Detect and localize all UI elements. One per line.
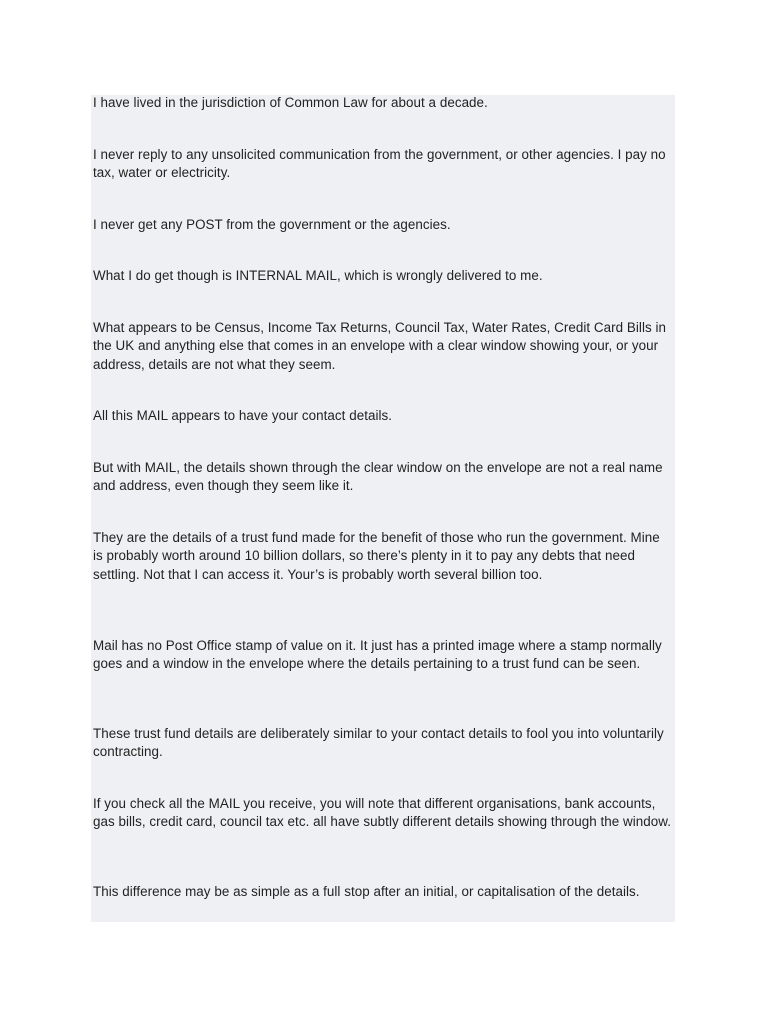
paragraph: I have lived in the jurisdiction of Common Law for about a decade. [93, 95, 488, 110]
paragraph: This difference may be as simple as a full stop after an initial, or capitalisation of the details. [93, 884, 640, 899]
paragraph: But with MAIL, the details shown through the clear window on the envelope are not a real name and address, even though they seem like it. [93, 460, 663, 494]
paragraph: What appears to be Census, Income Tax Returns, Council Tax, Water Rates, Credit Card Bills in the UK and anything else that comes in an envelope with a clear window showing your, or your address, details are not what they seem. [93, 320, 667, 372]
paragraph: All this MAIL appears to have your contact details. [93, 408, 393, 423]
paragraph: What I do get though is INTERNAL MAIL, which is wrongly delivered to me. [93, 268, 543, 283]
paragraph: If you check all the MAIL you receive, you will note that different organisations, bank accounts, gas bills, credit card, council tax etc. all have subtly different details showing through the window. [93, 796, 671, 830]
paragraph: I never reply to any unsolicited communication from the government, or other agencies. I pay no tax, water or electricity. [93, 147, 666, 181]
paragraph: I never get any POST from the government or the agencies. [93, 217, 451, 232]
paragraph: They are the details of a trust fund made for the benefit of those who run the government. Mine is probably worth around 10 billion dollars, so there’s plenty in it to pay any debts that need settling. Not that I can access it. Your’s is probably worth several billion too. [93, 530, 660, 582]
text-block [91, 95, 675, 922]
paragraph: Mail has no Post Office stamp of value on it. It just has a printed image where a stamp normally goes and a window in the envelope where the details pertaining to a trust fund can be seen. [93, 638, 662, 672]
paragraph: These trust fund details are deliberately similar to your contact details to fool you into voluntarily contracting. [93, 726, 664, 760]
